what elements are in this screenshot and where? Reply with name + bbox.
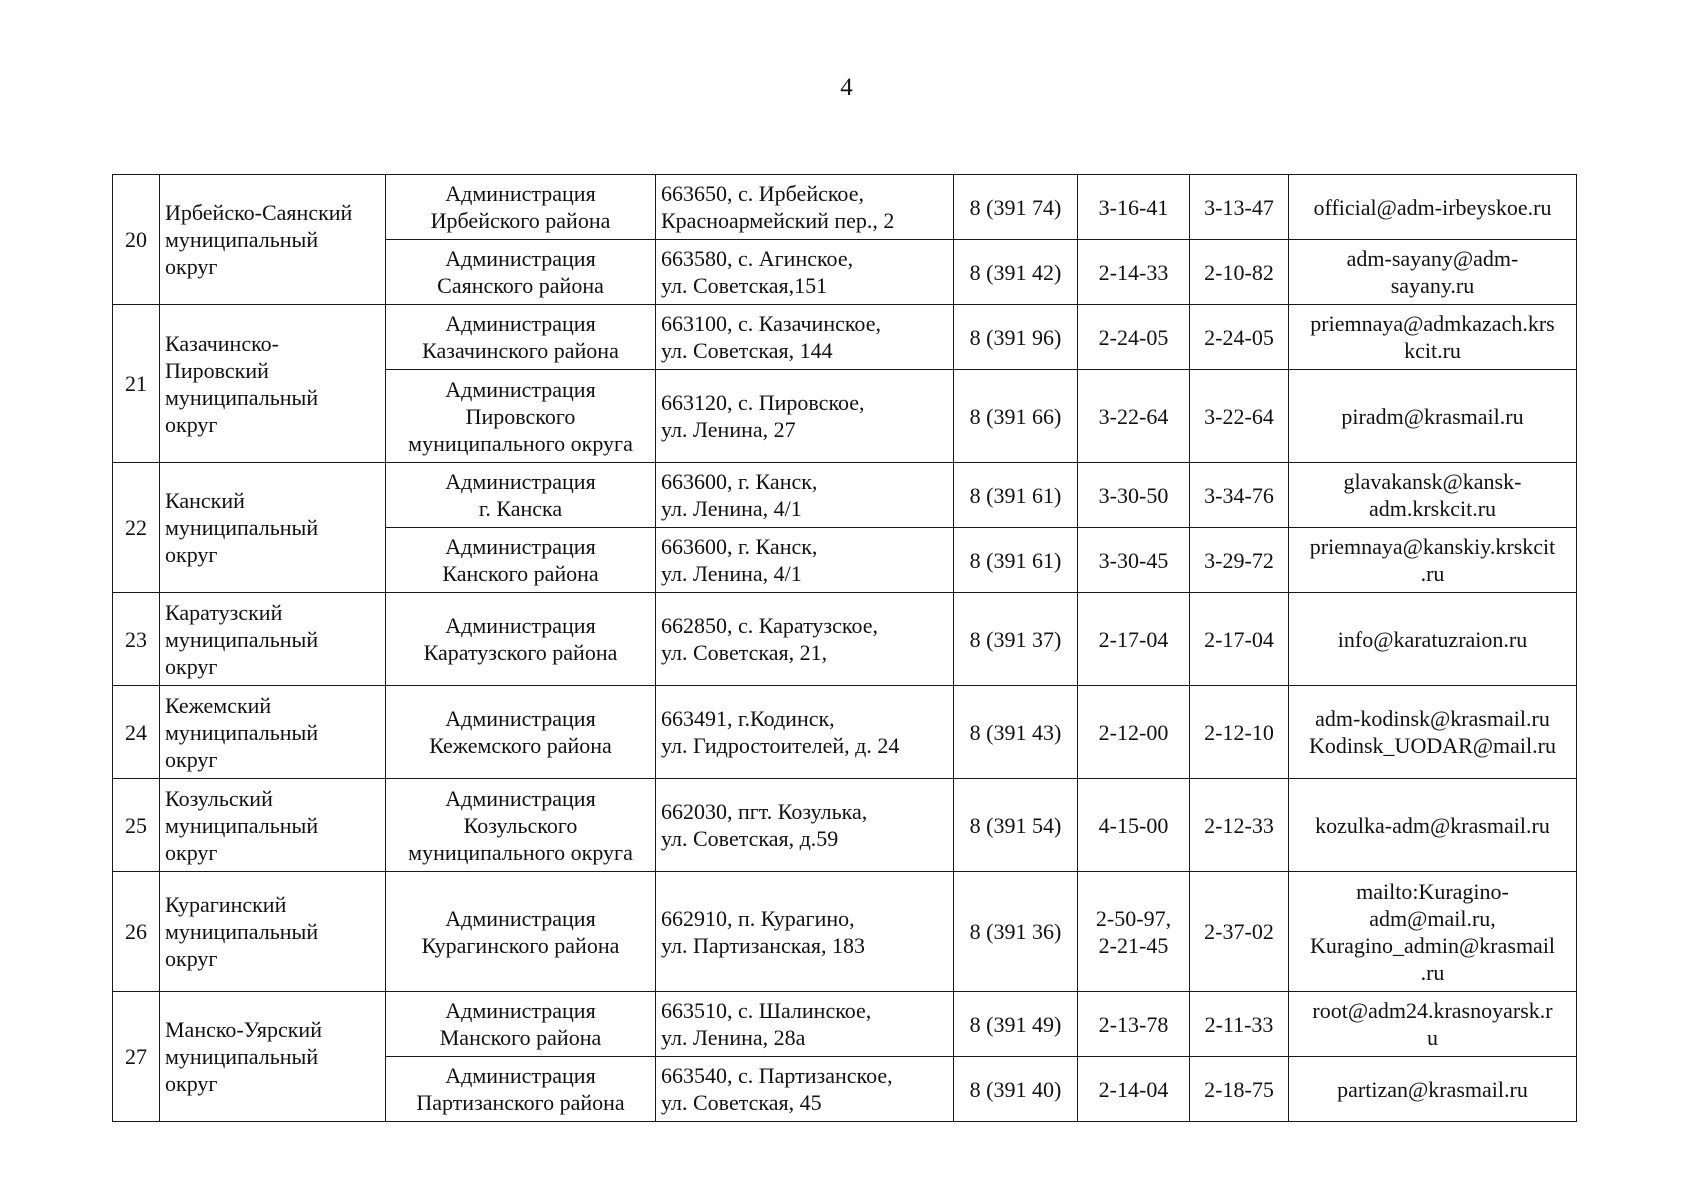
administration-cell: [386, 463, 656, 528]
phone-cell: [1078, 463, 1190, 528]
email-cell: [1289, 240, 1577, 305]
fax-cell: [1190, 1057, 1289, 1122]
email-cell: [1289, 175, 1577, 240]
row-number-cell: [113, 305, 160, 463]
address-cell: [656, 779, 954, 872]
administration-line: Партизанского района: [416, 1090, 625, 1115]
area-code-cell: [954, 305, 1078, 370]
email-line: partizan@krasmail.ru: [1337, 1076, 1528, 1102]
row-number: 21: [125, 371, 147, 396]
area-code-cell: [954, 992, 1078, 1057]
email-cell: [1289, 872, 1577, 992]
administration-line: Ирбейского района: [430, 208, 611, 233]
row-number-cell: [113, 463, 160, 593]
phone-cell: [1078, 779, 1190, 872]
fax-number: 2-24-05: [1204, 324, 1274, 350]
table-row: [113, 305, 1577, 370]
administration-line: Администрация: [445, 998, 596, 1023]
phone-number: 2-14-04: [1098, 1076, 1169, 1102]
row-number-cell: [113, 175, 160, 305]
address-cell: [656, 175, 954, 240]
municipality-line: округ: [165, 839, 218, 865]
administration-line: Козульского: [463, 812, 578, 838]
table-row: [113, 872, 1577, 992]
phone-number: 3-22-64: [1098, 403, 1169, 429]
municipality-cell: [160, 463, 386, 593]
row-number-cell: [113, 686, 160, 779]
municipality-line: Каратузский: [165, 599, 283, 625]
address-line: ул. Гидростоителей, д. 24: [661, 733, 900, 758]
phone-number: 3-16-41: [1098, 194, 1169, 220]
email-line: kcit.ru: [1404, 338, 1461, 363]
row-number: 25: [125, 812, 147, 838]
address-line: ул. Советская, д.59: [661, 826, 839, 851]
phone-number: 3-30-45: [1098, 547, 1169, 573]
administration-line: Администрация: [445, 469, 596, 494]
phone-number: 2-14-33: [1098, 259, 1169, 285]
municipality-line: муниципальный: [165, 1044, 319, 1069]
municipality-line: округ: [165, 542, 218, 567]
area-code-cell: [954, 240, 1078, 305]
administration-line: Кежемского района: [429, 733, 612, 758]
email-line: Kodinsk_UODAR@mail.ru: [1309, 733, 1556, 758]
address-cell: [656, 528, 954, 593]
table-row: [113, 175, 1577, 240]
fax-cell: [1190, 686, 1289, 779]
row-number: 22: [125, 515, 147, 540]
administration-line: Пировского: [465, 403, 576, 429]
administration-line: Администрация: [445, 1063, 596, 1088]
row-number-cell: [113, 992, 160, 1122]
municipality-line: округ: [165, 1071, 218, 1096]
address-line: 663580, с. Агинское,: [661, 246, 854, 271]
address-line: ул. Ленина, 4/1: [661, 561, 802, 586]
email-line: adm-sayany@adm-: [1346, 246, 1519, 271]
fax-cell: [1190, 305, 1289, 370]
administration-line: Администрация: [445, 246, 596, 271]
municipality-line: муниципальный: [165, 919, 319, 944]
municipality-cell: [160, 992, 386, 1122]
administration-cell: [386, 528, 656, 593]
address-cell: [656, 1057, 954, 1122]
fax-cell: [1190, 992, 1289, 1057]
address-line: Красноармейский пер., 2: [661, 208, 895, 233]
administration-line: Администрация: [445, 905, 596, 931]
table-row: [113, 992, 1577, 1057]
area-code: 8 (391 37): [969, 626, 1062, 652]
municipality-line: Ирбейско-Саянский: [165, 200, 353, 225]
municipality-line: муниципальный: [165, 384, 319, 410]
address-line: 662850, с. Каратузское,: [661, 613, 878, 638]
municipality-line: муниципальный: [165, 227, 319, 252]
address-line: ул. Советская, 144: [661, 338, 833, 363]
municipality-line: Манско-Уярский: [165, 1017, 322, 1042]
administration-cell: [386, 593, 656, 686]
email-line: info@karatuzraion.ru: [1337, 626, 1528, 652]
email-cell: [1289, 779, 1577, 872]
area-code: 8 (391 61): [969, 482, 1062, 508]
row-number: 24: [125, 719, 147, 745]
fax-number: 2-10-82: [1204, 259, 1274, 285]
fax-number: 2-11-33: [1204, 1011, 1274, 1037]
area-code-cell: [954, 370, 1078, 463]
area-code: 8 (391 43): [969, 719, 1062, 745]
municipality-line: Пировский: [165, 357, 269, 383]
municipality-cell: [160, 779, 386, 872]
area-code: 8 (391 36): [969, 919, 1062, 944]
email-cell: [1289, 370, 1577, 463]
fax-number: 3-22-64: [1204, 403, 1274, 429]
administration-line: Администрация: [445, 181, 596, 206]
fax-number: 3-29-72: [1204, 547, 1274, 573]
fax-number: 3-34-76: [1204, 482, 1274, 508]
phone-number: 2-17-04: [1098, 626, 1169, 652]
area-code-cell: [954, 463, 1078, 528]
fax-number: 3-13-47: [1204, 194, 1274, 220]
fax-number: 2-18-75: [1204, 1076, 1274, 1102]
municipality-cell: [160, 593, 386, 686]
email-line: piradm@krasmail.ru: [1341, 403, 1524, 429]
email-line: priemnaya@admkazach.krs: [1310, 311, 1555, 336]
administration-line: Канского района: [442, 561, 599, 586]
fax-number: 2-17-04: [1204, 626, 1274, 652]
email-line: root@adm24.krasnoyarsk.r: [1312, 998, 1553, 1023]
municipality-line: муниципальный: [165, 626, 319, 652]
municipality-line: Кежемский: [165, 692, 272, 718]
municipality-line: округ: [165, 254, 218, 279]
phone-cell: [1078, 686, 1190, 779]
address-cell: [656, 872, 954, 992]
address-cell: [656, 686, 954, 779]
email-cell: [1289, 1057, 1577, 1122]
row-number: 23: [125, 626, 147, 652]
email-line: adm@mail.ru,: [1369, 905, 1496, 931]
administration-line: Администрация: [445, 376, 596, 402]
fax-cell: [1190, 175, 1289, 240]
email-line: .ru: [1420, 959, 1445, 985]
area-code: 8 (391 66): [969, 403, 1062, 429]
phone-number: 3-30-50: [1098, 482, 1169, 508]
address-cell: [656, 370, 954, 463]
fax-number: 2-37-02: [1204, 919, 1274, 944]
email-line: Kuragino_admin@krasmail: [1309, 932, 1556, 958]
address-line: ул. Советская,151: [661, 273, 828, 298]
fax-cell: [1190, 528, 1289, 593]
email-line: kozulka-adm@krasmail.ru: [1315, 812, 1550, 838]
fax-cell: [1190, 593, 1289, 686]
administration-cell: [386, 305, 656, 370]
address-line: 663491, г.Кодинск,: [661, 706, 835, 731]
municipality-line: Канский: [165, 488, 245, 513]
email-cell: [1289, 528, 1577, 593]
phone-cell: [1078, 175, 1190, 240]
address-cell: [656, 305, 954, 370]
administration-line: муниципального округа: [408, 430, 633, 456]
municipality-line: Курагинский: [165, 892, 287, 917]
municipality-line: Казачинско-: [165, 330, 279, 356]
area-code-cell: [954, 528, 1078, 593]
area-code: 8 (391 40): [969, 1076, 1062, 1102]
administration-line: Казачинского района: [422, 338, 619, 363]
administration-line: Манского района: [439, 1025, 602, 1050]
administration-cell: [386, 992, 656, 1057]
address-line: ул. Советская, 45: [661, 1090, 822, 1115]
fax-cell: [1190, 779, 1289, 872]
address-line: 663650, с. Ирбейское,: [661, 181, 864, 206]
email-line: adm-kodinsk@krasmail.ru: [1315, 706, 1550, 731]
administration-line: Каратузского района: [423, 640, 618, 665]
phone-cell: [1078, 240, 1190, 305]
fax-cell: [1190, 872, 1289, 992]
municipality-line: округ: [165, 946, 218, 971]
email-line: adm.krskcit.ru: [1368, 496, 1497, 521]
address-line: 663120, с. Пировское,: [661, 390, 865, 415]
phone-number: 2-24-05: [1098, 324, 1169, 350]
address-line: 663100, с. Казачинское,: [661, 311, 881, 336]
email-cell: [1289, 463, 1577, 528]
table-row: [113, 686, 1577, 779]
phone-number: 2-12-00: [1098, 719, 1169, 745]
area-code-cell: [954, 872, 1078, 992]
administration-cell: [386, 779, 656, 872]
administration-cell: [386, 175, 656, 240]
row-number-cell: [113, 872, 160, 992]
email-cell: [1289, 593, 1577, 686]
administration-line: Администрация: [445, 311, 596, 336]
phone-number: 4-15-00: [1098, 812, 1169, 838]
address-line: ул. Ленина, 27: [661, 417, 796, 442]
address-cell: [656, 992, 954, 1057]
municipal-administrations-table: [112, 174, 1577, 1122]
address-line: 662030, пгт. Козулька,: [661, 799, 868, 824]
phone-number: 2-13-78: [1098, 1011, 1169, 1037]
page-number: 4: [840, 74, 853, 101]
administration-line: Администрация: [445, 613, 596, 638]
address-cell: [656, 463, 954, 528]
municipality-cell: [160, 872, 386, 992]
phone-number: 2-21-45: [1098, 932, 1169, 958]
address-line: ул. Партизанская, 183: [661, 932, 865, 958]
email-line: sayany.ru: [1390, 273, 1475, 298]
table-row: [113, 463, 1577, 528]
municipality-line: Козульский: [165, 785, 273, 811]
row-number-cell: [113, 779, 160, 872]
administration-line: Саянского района: [437, 273, 604, 298]
phone-cell: [1078, 992, 1190, 1057]
area-code: 8 (391 74): [969, 194, 1062, 220]
row-number: 20: [125, 227, 147, 252]
phone-number: 2-50-97,: [1095, 905, 1172, 931]
area-code-cell: [954, 175, 1078, 240]
fax-cell: [1190, 463, 1289, 528]
municipality-line: муниципальный: [165, 515, 319, 540]
row-number: 26: [125, 919, 147, 944]
address-line: ул. Советская, 21,: [661, 640, 828, 665]
administration-line: Администрация: [445, 785, 596, 811]
table-row: [113, 779, 1577, 872]
address-line: ул. Ленина, 4/1: [661, 496, 802, 521]
municipality-line: округ: [165, 746, 218, 772]
email-line: official@adm-irbeyskoe.ru: [1313, 194, 1552, 220]
phone-cell: [1078, 872, 1190, 992]
administration-cell: [386, 872, 656, 992]
administration-line: г. Канска: [478, 496, 563, 521]
area-code-cell: [954, 1057, 1078, 1122]
administration-line: Администрация: [445, 706, 596, 731]
address-line: 663600, г. Канск,: [661, 469, 818, 494]
administration-cell: [386, 686, 656, 779]
area-code: 8 (391 49): [969, 1011, 1062, 1037]
address-line: 663600, г. Канск,: [661, 534, 818, 559]
area-code-cell: [954, 686, 1078, 779]
administration-line: муниципального округа: [408, 839, 633, 865]
municipality-cell: [160, 175, 386, 305]
administration-line: Курагинского района: [421, 932, 620, 958]
email-line: glavakansk@kansk-: [1343, 469, 1522, 494]
email-cell: [1289, 686, 1577, 779]
municipality-cell: [160, 686, 386, 779]
municipality-cell: [160, 305, 386, 463]
row-number: 27: [125, 1044, 147, 1069]
area-code-cell: [954, 779, 1078, 872]
administration-cell: [386, 240, 656, 305]
administration-cell: [386, 370, 656, 463]
phone-cell: [1078, 370, 1190, 463]
address-line: 662910, п. Курагино,: [661, 905, 855, 931]
address-cell: [656, 593, 954, 686]
address-line: ул. Ленина, 28а: [661, 1025, 806, 1050]
fax-number: 2-12-33: [1204, 812, 1274, 838]
municipality-line: округ: [165, 653, 218, 679]
fax-cell: [1190, 370, 1289, 463]
phone-cell: [1078, 593, 1190, 686]
area-code: 8 (391 54): [969, 812, 1062, 838]
fax-number: 2-12-10: [1204, 719, 1274, 745]
address-line: 663510, с. Шалинское,: [661, 998, 872, 1023]
administration-cell: [386, 1057, 656, 1122]
address-line: 663540, с. Партизанское,: [661, 1063, 893, 1088]
email-cell: [1289, 992, 1577, 1057]
fax-cell: [1190, 240, 1289, 305]
phone-cell: [1078, 1057, 1190, 1122]
area-code-cell: [954, 593, 1078, 686]
email-line: u: [1427, 1025, 1438, 1050]
email-cell: [1289, 305, 1577, 370]
row-number-cell: [113, 593, 160, 686]
area-code: 8 (391 61): [969, 547, 1062, 573]
municipality-line: муниципальный: [165, 812, 319, 838]
address-cell: [656, 240, 954, 305]
email-line: .ru: [1420, 561, 1445, 586]
email-line: mailto:Kuragino-: [1356, 878, 1509, 904]
table-row: [113, 593, 1577, 686]
municipality-line: округ: [165, 411, 218, 437]
municipality-line: муниципальный: [165, 719, 319, 745]
email-line: priemnaya@kanskiy.krskcit: [1309, 534, 1556, 559]
phone-cell: [1078, 528, 1190, 593]
area-code: 8 (391 42): [969, 259, 1062, 285]
area-code: 8 (391 96): [969, 324, 1062, 350]
administration-line: Администрация: [445, 534, 596, 559]
phone-cell: [1078, 305, 1190, 370]
